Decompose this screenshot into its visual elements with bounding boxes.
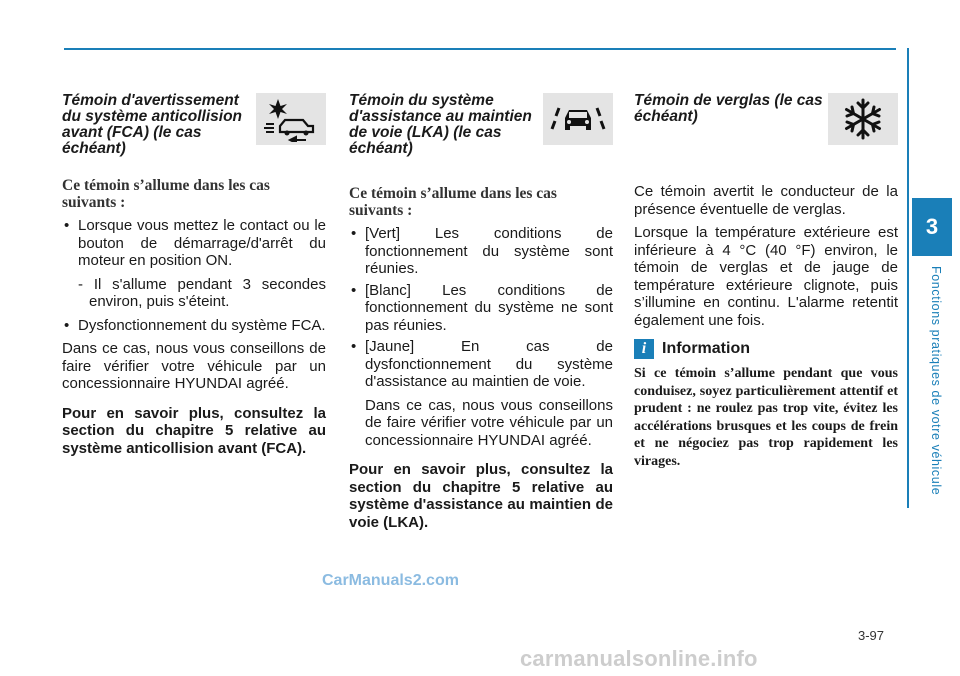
watermark[interactable]: carmanualsonline.info — [520, 646, 758, 671]
list-item: • Lorsque vous mettez le contact ou le bouton de démarrage/d'arrêt du moteur en position ON. — [62, 217, 326, 270]
watermark[interactable]: CarManuals2.com — [322, 572, 459, 589]
chapter-tab: 3 — [912, 198, 952, 256]
bullet-list — [62, 217, 326, 270]
info-header — [634, 339, 898, 359]
chapter-title: Fonctions pratiques de votre véhicule — [929, 266, 943, 496]
list-item: • [Vert] Les conditions de fonctionnement du système sont réunies. — [349, 225, 613, 278]
lead-text: Ce témoin s’allume dans les cas suivants : — [349, 185, 557, 219]
section-lka — [349, 93, 613, 537]
section-header — [634, 93, 898, 145]
forward-collision-warning-icon — [256, 93, 326, 145]
paragraph: Lorsque la température extérieure est inférieure à 4 °C (40 °F) environ, le témoin de verglas et de jauge de température extérieure clignote, puis s’illumine en continu. L'alarme retentit également une fois. — [634, 224, 898, 329]
bullet-list — [62, 317, 326, 335]
snowflake-icon — [828, 93, 898, 145]
top-rule — [64, 48, 896, 50]
info-icon: i — [634, 339, 654, 359]
info-text: Si ce témoin s’allume pendant que vous conduisez, soyez particulièrement attentif et prudent : ne roulez pas trop vite, évitez les accélérations brusques et les coups de frein et ne négociez pas trop rapidement les virages. — [634, 366, 898, 469]
section-header — [62, 93, 326, 157]
section-title: Témoin de verglas (le cas échéant) — [634, 92, 823, 125]
indented-paragraph: Dans ce cas, nous vous conseillons de faire vérifier votre véhicule par un concessionnaire HYUNDAI agréé. — [365, 396, 613, 449]
sub-item: - Il s'allume pendant 3 secondes environ, puis s'éteint. — [78, 275, 326, 310]
section-title: Témoin d'avertissement du système anticollision avant (FCA) (le cas échéant) — [62, 92, 243, 157]
section-fca — [62, 93, 326, 463]
list-item: • [Jaune] En cas de dysfonctionnement du système d'assistance au maintien de voie. — [349, 338, 613, 391]
section-title: Témoin du système d'assistance au maintien de voie (LKA) (le cas échéant) — [349, 92, 532, 157]
bold-paragraph: Pour en savoir plus, consultez la section du chapitre 5 relative au système anticollision avant (FCA). — [62, 404, 326, 457]
lead-text: Ce témoin s’allume dans les cas suivants : — [62, 177, 270, 211]
info-title: Information — [662, 340, 750, 357]
paragraph: Ce témoin avertit le conducteur de la présence éventuelle de verglas. — [634, 183, 898, 218]
section-ice — [634, 93, 898, 470]
bullet-list — [349, 225, 613, 391]
lane-keeping-assist-icon — [543, 93, 613, 145]
list-item: • Dysfonctionnement du système FCA. — [62, 317, 326, 335]
bold-paragraph: Pour en savoir plus, consultez la section du chapitre 5 relative au système d'assistance au maintien de voie (LKA). — [349, 461, 613, 531]
paragraph: Dans ce cas, nous vous conseillons de faire vérifier votre véhicule par un concessionnaire HYUNDAI agréé. — [62, 340, 326, 392]
list-item: • [Blanc] Les conditions de fonctionnement du système ne sont pas réunies. — [349, 282, 613, 335]
side-rule — [907, 48, 909, 508]
page-number: 3-97 — [858, 628, 885, 643]
section-header — [349, 93, 613, 157]
